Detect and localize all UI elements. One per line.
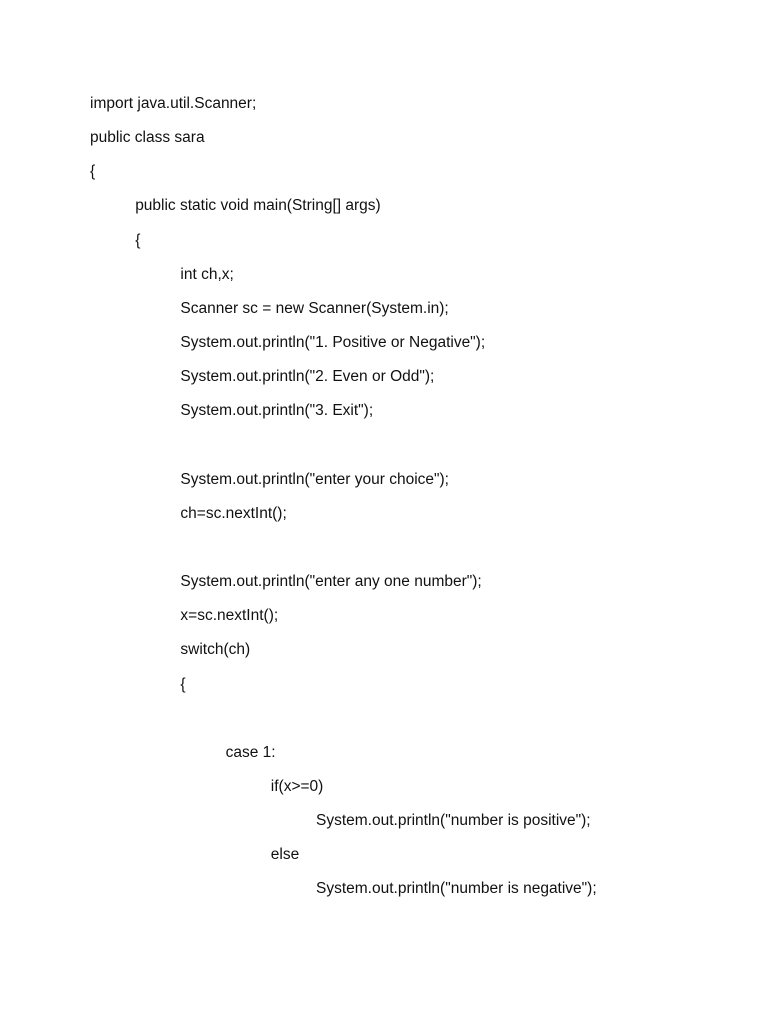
code-line: import java.util.Scanner; <box>90 95 257 112</box>
code-line: { <box>90 163 96 181</box>
code-line: public static void main(String[] args) <box>135 197 381 215</box>
code-line: System.out.println("3. Exit"); <box>180 402 374 420</box>
code-line: else <box>270 846 300 864</box>
code-line: ch=sc.nextInt(); <box>180 504 287 522</box>
code-line: { <box>180 675 186 693</box>
code-line: { <box>135 231 141 249</box>
code-line: Scanner sc = new Scanner(System.in); <box>180 299 449 317</box>
code-line: System.out.println("1. Positive or Negative"); <box>180 334 486 352</box>
code-line: public class sara <box>90 129 205 147</box>
code-line: x=sc.nextInt(); <box>180 607 279 625</box>
code-line: System.out.println("enter your choice"); <box>180 470 449 488</box>
code-line: switch(ch) <box>180 641 251 659</box>
code-line: System.out.println("number is positive"); <box>316 812 591 830</box>
code-line: if(x>=0) <box>270 778 324 795</box>
code-line: case 1: <box>225 743 276 761</box>
code-line: System.out.println("2. Even or Odd"); <box>180 368 435 386</box>
code-line: int ch,x; <box>180 265 234 283</box>
code-line: System.out.println("number is negative"); <box>316 880 597 898</box>
code-line: System.out.println("enter any one number"); <box>180 573 482 591</box>
